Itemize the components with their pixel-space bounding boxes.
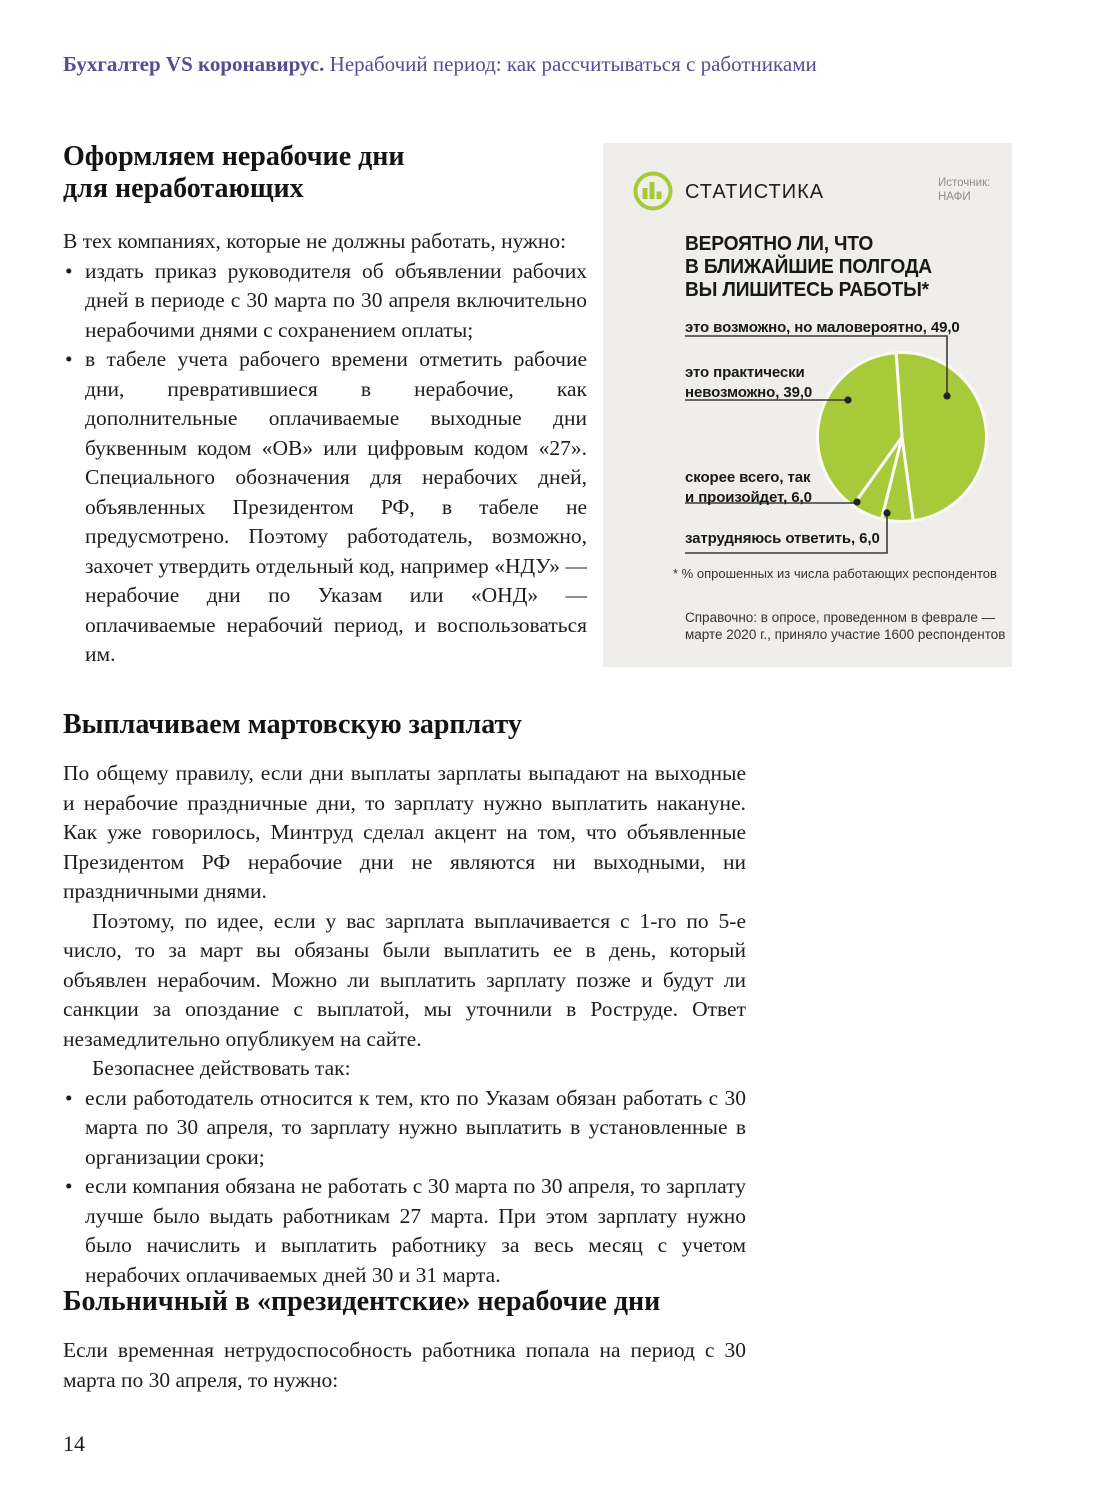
section3-paragraph1: Если временная нетрудоспособность работника попала на период с 30 марта по 30 апреля, то нужно:: [63, 1338, 746, 1392]
section1-bullet-list: [63, 257, 587, 670]
chart-title-line3: ВЫ ЛИШИТЕСЬ РАБОТЫ*: [685, 279, 929, 301]
section2-paragraph1: По общему правилу, если дни выплаты зарплаты выпадают на выходные и нерабочие праздничные дни, то зарплату нужно выплатить накануне. Как уже говорилось, Минтруд сделал акцент на том, что объявленные Президентом РФ нерабочие дни не являются ни выходными, ни праздничными днями.: [63, 761, 746, 903]
chart-footnote: * % опрошенных из числа работающих респондентов: [673, 566, 997, 581]
left-column: [63, 141, 587, 670]
section3-heading: Больничный в «президентские» нерабочие дни: [63, 1286, 661, 1317]
page-number: 14: [63, 1431, 85, 1456]
chart-title-line2: В БЛИЖАЙШИЕ ПОЛГОДА: [685, 256, 932, 278]
section2: [63, 709, 746, 1290]
pie-chart: [603, 143, 1012, 667]
pie-label-39: это практически невозможно, 39,0: [685, 364, 813, 401]
section2-paragraph3: Безопаснее действовать так:: [92, 1056, 351, 1080]
list-item: • если компания обязана не работать с 30 марта по 30 апреля, то зарплату лучше было выдать работникам 27 марта. При этом зарплату нужно было начислить и выплатить работнику за весь месяц с учетом нерабочих оплачиваемых дней 30 и 31 марта.: [63, 1172, 746, 1290]
section1-heading-line1: Оформляем нерабочие дни: [63, 141, 405, 172]
pie-label-49: это возможно, но маловероятно, 49,0: [685, 319, 960, 336]
list-item: • издать приказ руководителя об объявлении рабочих дней в периоде с 30 марта по 30 апреля включительно нерабочими днями с сохранением оплаты;: [63, 257, 587, 346]
list-item: • если работодатель относится к тем, кто по Указам обязан работать с 30 марта по 30 апреля, то зарплату нужно выплатить в установленные в организации сроки;: [63, 1084, 746, 1173]
section2-heading: Выплачиваем мартовскую зарплату: [63, 709, 522, 740]
pie-slices: [812, 347, 992, 527]
section3: [63, 1286, 746, 1395]
statistics-panel: [603, 143, 1012, 667]
section2-paragraph2: Поэтому, по идее, если у вас зарплата выплачивается с 1-го по 5-е число, то за март вы обязаны были выплатить ее в день, который объявлен нерабочим. Можно ли выплатить зарплату позже и будут ли санкции за опоздание с выплатой, мы уточнили в Роструде. Ответ незамедлительно опубликуем на сайте.: [63, 908, 746, 1051]
pie-label-6-undecided: затрудняюсь ответить, 6,0: [685, 530, 880, 547]
chart-reference: Справочно: в опросе, проведенном в феврале — марте 2020 г., приняло участие 1600 респондентов: [685, 610, 1006, 642]
list-item: • в табеле учета рабочего времени отметить рабочие дни, превратившиеся в нерабочие, как дополнительные оплачиваемые выходные дни буквенным кодом «ОВ» или цифровым кодом «27». Специального обозначения для нерабочих дней, объявленных Президентом РФ, в табеле не предусмотрено. Поэтому работодатель, возможно, захочет утвердить отдельный код, например «НДУ» — нерабочие дни по Указам или «ОНД» — оплачиваемые нерабочий период, и воспользоваться им.: [63, 345, 587, 670]
source-value: НАФИ: [938, 191, 971, 203]
source-label: Источник:: [938, 177, 991, 189]
callout-dot-39: [844, 396, 851, 403]
panel-kicker: СТАТИСТИКА: [685, 181, 825, 203]
section1-intro: В тех компаниях, которые не должны работать, нужно:: [63, 229, 567, 253]
pie-label-6-likely: скорее всего, так и произойдет, 6,0: [685, 469, 812, 506]
callout-dot-6b: [883, 509, 890, 516]
running-head-brand: Бухгалтер VS коронавирус.: [63, 52, 325, 76]
chart-title-line1: ВЕРОЯТНО ЛИ, ЧТО: [685, 233, 874, 255]
callout-dot-6a: [853, 498, 860, 505]
running-head-subtitle: Нерабочий период: как рассчитываться с работниками: [329, 52, 817, 76]
section2-bullet-list: [63, 1084, 746, 1291]
section1-heading-line2: для неработающих: [63, 173, 304, 204]
callout-dot-49: [943, 392, 950, 399]
running-head: [63, 52, 817, 77]
section1-heading: [63, 141, 587, 205]
